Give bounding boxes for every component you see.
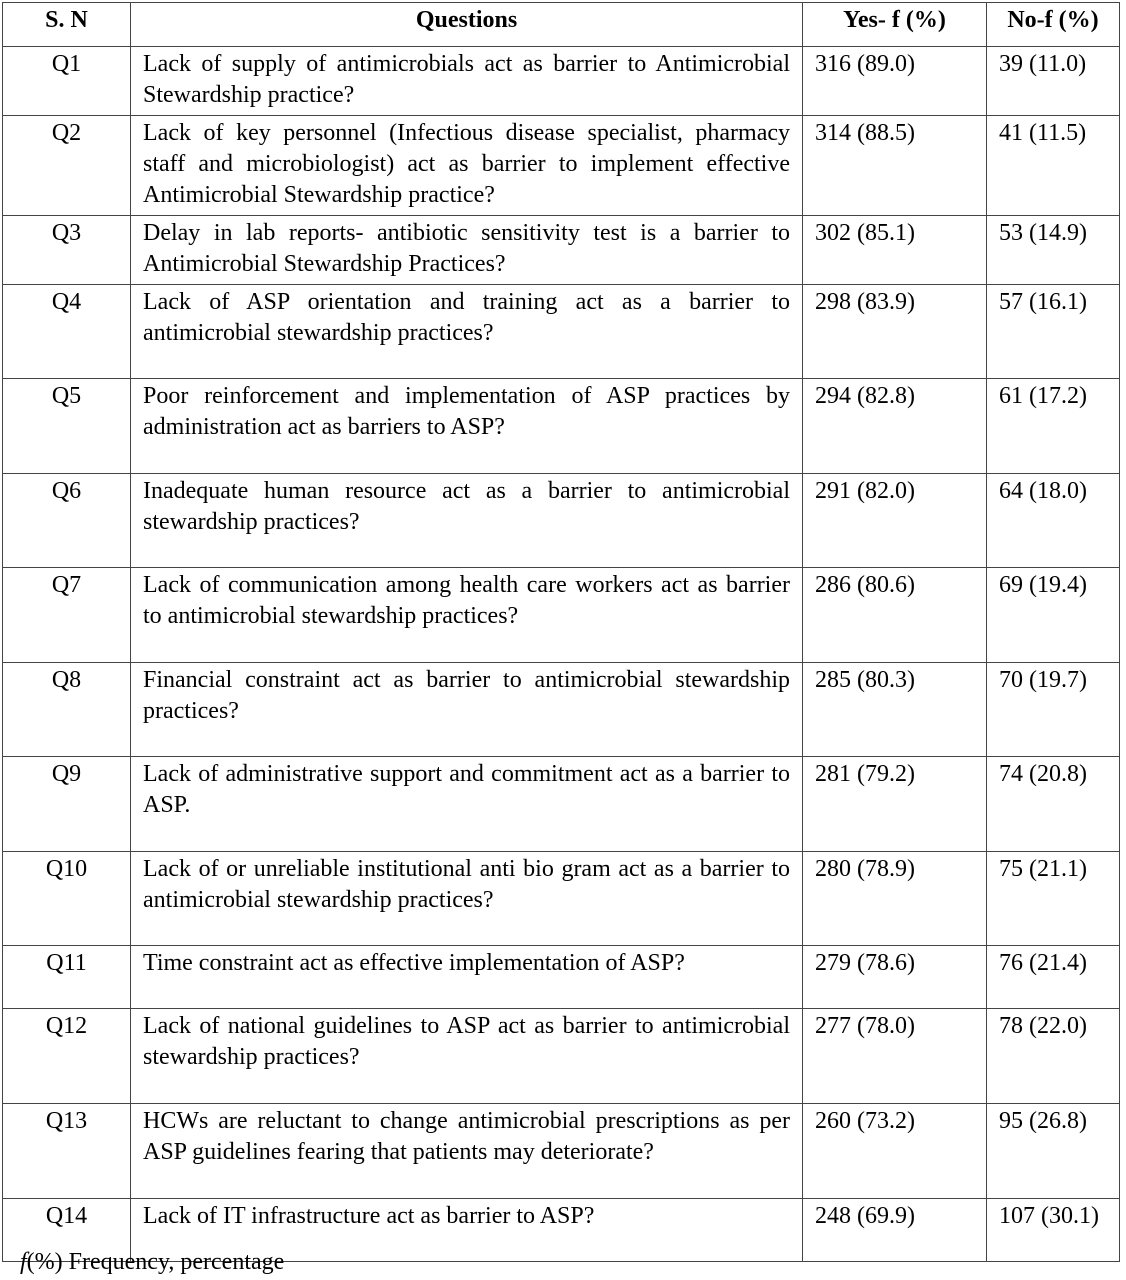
table-row [3,946,1120,1009]
cell-sn: Q9 [3,757,131,852]
table-row [3,116,1120,216]
table-row [3,379,1120,474]
cell-yes: 291 (82.0) [803,474,987,568]
cell-sn: Q13 [3,1104,131,1199]
cell-question: Lack of communication among health care workers act as barrier to antimicrobial stewardship practices? [131,568,803,663]
cell-sn: Q5 [3,379,131,474]
cell-question: Lack of supply of antimicrobials act as barrier to Antimicrobial Stewardship practice? [131,47,803,116]
cell-question: Lack of administrative support and commitment act as a barrier to ASP. [131,757,803,852]
cell-yes: 314 (88.5) [803,116,987,216]
cell-no: 41 (11.5) [987,116,1120,216]
cell-question: Lack of IT infrastructure act as barrier to ASP? [131,1199,803,1262]
header-sn: S. N [3,3,131,47]
cell-sn: Q6 [3,474,131,568]
cell-yes: 260 (73.2) [803,1104,987,1199]
cell-question: Time constraint act as effective implementation of ASP? [131,946,803,1009]
cell-sn: Q1 [3,47,131,116]
cell-sn: Q14 [3,1199,131,1262]
cell-no: 39 (11.0) [987,47,1120,116]
table-row [3,216,1120,285]
table-row [3,852,1120,946]
cell-yes: 281 (79.2) [803,757,987,852]
cell-question: Inadequate human resource act as a barrier to antimicrobial stewardship practices? [131,474,803,568]
cell-yes: 316 (89.0) [803,47,987,116]
cell-no: 70 (19.7) [987,663,1120,757]
cell-no: 76 (21.4) [987,946,1120,1009]
cell-yes: 280 (78.9) [803,852,987,946]
cell-yes: 248 (69.9) [803,1199,987,1262]
barriers-table [2,2,1120,1262]
cell-sn: Q2 [3,116,131,216]
cell-sn: Q3 [3,216,131,285]
cell-no: 78 (22.0) [987,1009,1120,1104]
cell-no: 69 (19.4) [987,568,1120,663]
cell-question: Lack of ASP orientation and training act as a barrier to antimicrobial stewardship practices? [131,285,803,379]
cell-no: 95 (26.8) [987,1104,1120,1199]
table-row [3,47,1120,116]
cell-yes: 286 (80.6) [803,568,987,663]
cell-no: 61 (17.2) [987,379,1120,474]
header-questions: Questions [131,3,803,47]
cell-question: Financial constraint act as barrier to antimicrobial stewardship practices? [131,663,803,757]
cell-no: 57 (16.1) [987,285,1120,379]
cell-sn: Q12 [3,1009,131,1104]
footnote-symbol: f [20,1249,27,1275]
table-row [3,663,1120,757]
cell-yes: 302 (85.1) [803,216,987,285]
table-row [3,568,1120,663]
cell-question: Delay in lab reports- antibiotic sensitivity test is a barrier to Antimicrobial Stewardship Practices? [131,216,803,285]
table-row [3,1104,1120,1199]
cell-sn: Q11 [3,946,131,1009]
cell-no: 75 (21.1) [987,852,1120,946]
table-row [3,1009,1120,1104]
cell-question: Lack of or unreliable institutional anti bio gram act as a barrier to antimicrobial stewardship practices? [131,852,803,946]
table-row [3,474,1120,568]
cell-question: HCWs are reluctant to change antimicrobial prescriptions as per ASP guidelines fearing that patients may deteriorate? [131,1104,803,1199]
cell-question: Poor reinforcement and implementation of ASP practices by administration act as barriers to ASP? [131,379,803,474]
header-yes: Yes- f (%) [803,3,987,47]
cell-yes: 294 (82.8) [803,379,987,474]
table-body [3,47,1120,1262]
cell-yes: 285 (80.3) [803,663,987,757]
cell-sn: Q10 [3,852,131,946]
cell-question: Lack of key personnel (Infectious disease specialist, pharmacy staff and microbiologist) act as barrier to implement effective Antimicrobial Stewardship practice? [131,116,803,216]
cell-sn: Q4 [3,285,131,379]
cell-no: 74 (20.8) [987,757,1120,852]
cell-yes: 277 (78.0) [803,1009,987,1104]
footnote [20,1247,284,1277]
cell-no: 53 (14.9) [987,216,1120,285]
table-header-row [3,3,1120,47]
cell-no: 64 (18.0) [987,474,1120,568]
cell-sn: Q8 [3,663,131,757]
cell-yes: 298 (83.9) [803,285,987,379]
cell-question: Lack of national guidelines to ASP act as barrier to antimicrobial stewardship practices? [131,1009,803,1104]
cell-sn: Q7 [3,568,131,663]
header-no: No-f (%) [987,3,1120,47]
table-row [3,285,1120,379]
footnote-text: (%) Frequency, percentage [26,1249,285,1275]
cell-no: 107 (30.1) [987,1199,1120,1262]
cell-yes: 279 (78.6) [803,946,987,1009]
table-row [3,757,1120,852]
